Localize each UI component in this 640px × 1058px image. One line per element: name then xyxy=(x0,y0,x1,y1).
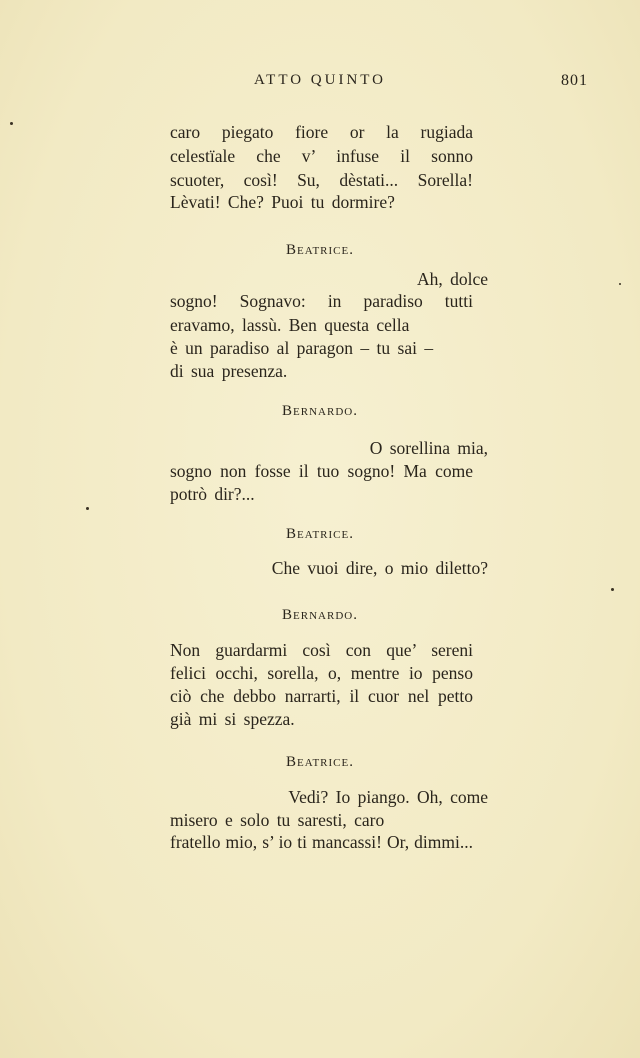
verse-line: ciò che debbo narrarti, il cuor nel petto xyxy=(170,686,473,706)
verse-line: sogno! Sognavo: in paradiso tutti xyxy=(170,291,473,311)
paper-speck xyxy=(10,122,13,125)
verse-line: caro piegato fiore or la rugiada xyxy=(170,122,473,142)
verse-line: sogno non fosse il tuo sogno! Ma come xyxy=(170,461,473,481)
paper-speck xyxy=(86,507,89,510)
speaker-label: Bernardo. xyxy=(282,403,358,419)
verse-line: fratello mio, s’ io ti mancassi! Or, dimmi... xyxy=(170,832,473,852)
running-head: ATTO QUINTO xyxy=(253,72,387,88)
verse-line: Lèvati! Che? Puoi tu dormire? xyxy=(170,192,395,212)
verse-line: Vedi? Io piango. Oh, come xyxy=(288,787,488,807)
page-number: 801 xyxy=(561,72,588,89)
verse-line: misero e solo tu saresti, caro xyxy=(170,810,385,830)
verse-line: celestïale che v’ infuse il sonno xyxy=(170,146,473,166)
verse-line: è un paradiso al paragon – tu sai – xyxy=(170,338,434,358)
verse-line: Non guardarmi così con que’ sereni xyxy=(170,640,473,660)
verse-line: felici occhi, sorella, o, mentre io penso xyxy=(170,663,473,683)
verse-line: Ah, dolce xyxy=(416,269,488,289)
verse-line: scuoter, così! Su, dèstati... Sorella! xyxy=(170,170,473,190)
speaker-label: Beatrice. xyxy=(286,242,354,258)
speaker-label: Beatrice. xyxy=(286,526,354,542)
speaker-label: Bernardo. xyxy=(282,607,358,623)
paper-speck xyxy=(619,283,621,285)
verse-line: O sorellina mia, xyxy=(369,438,488,458)
verse-line: potrò dir?... xyxy=(170,484,255,504)
verse-line: di sua presenza. xyxy=(170,361,288,381)
verse-line: già mi si spezza. xyxy=(170,709,295,729)
verse-line: eravamo, lassù. Ben questa cella xyxy=(170,315,410,335)
paper-speck xyxy=(611,588,614,591)
verse-line: Che vuoi dire, o mio diletto? xyxy=(271,558,488,578)
speaker-label: Beatrice. xyxy=(286,754,354,770)
